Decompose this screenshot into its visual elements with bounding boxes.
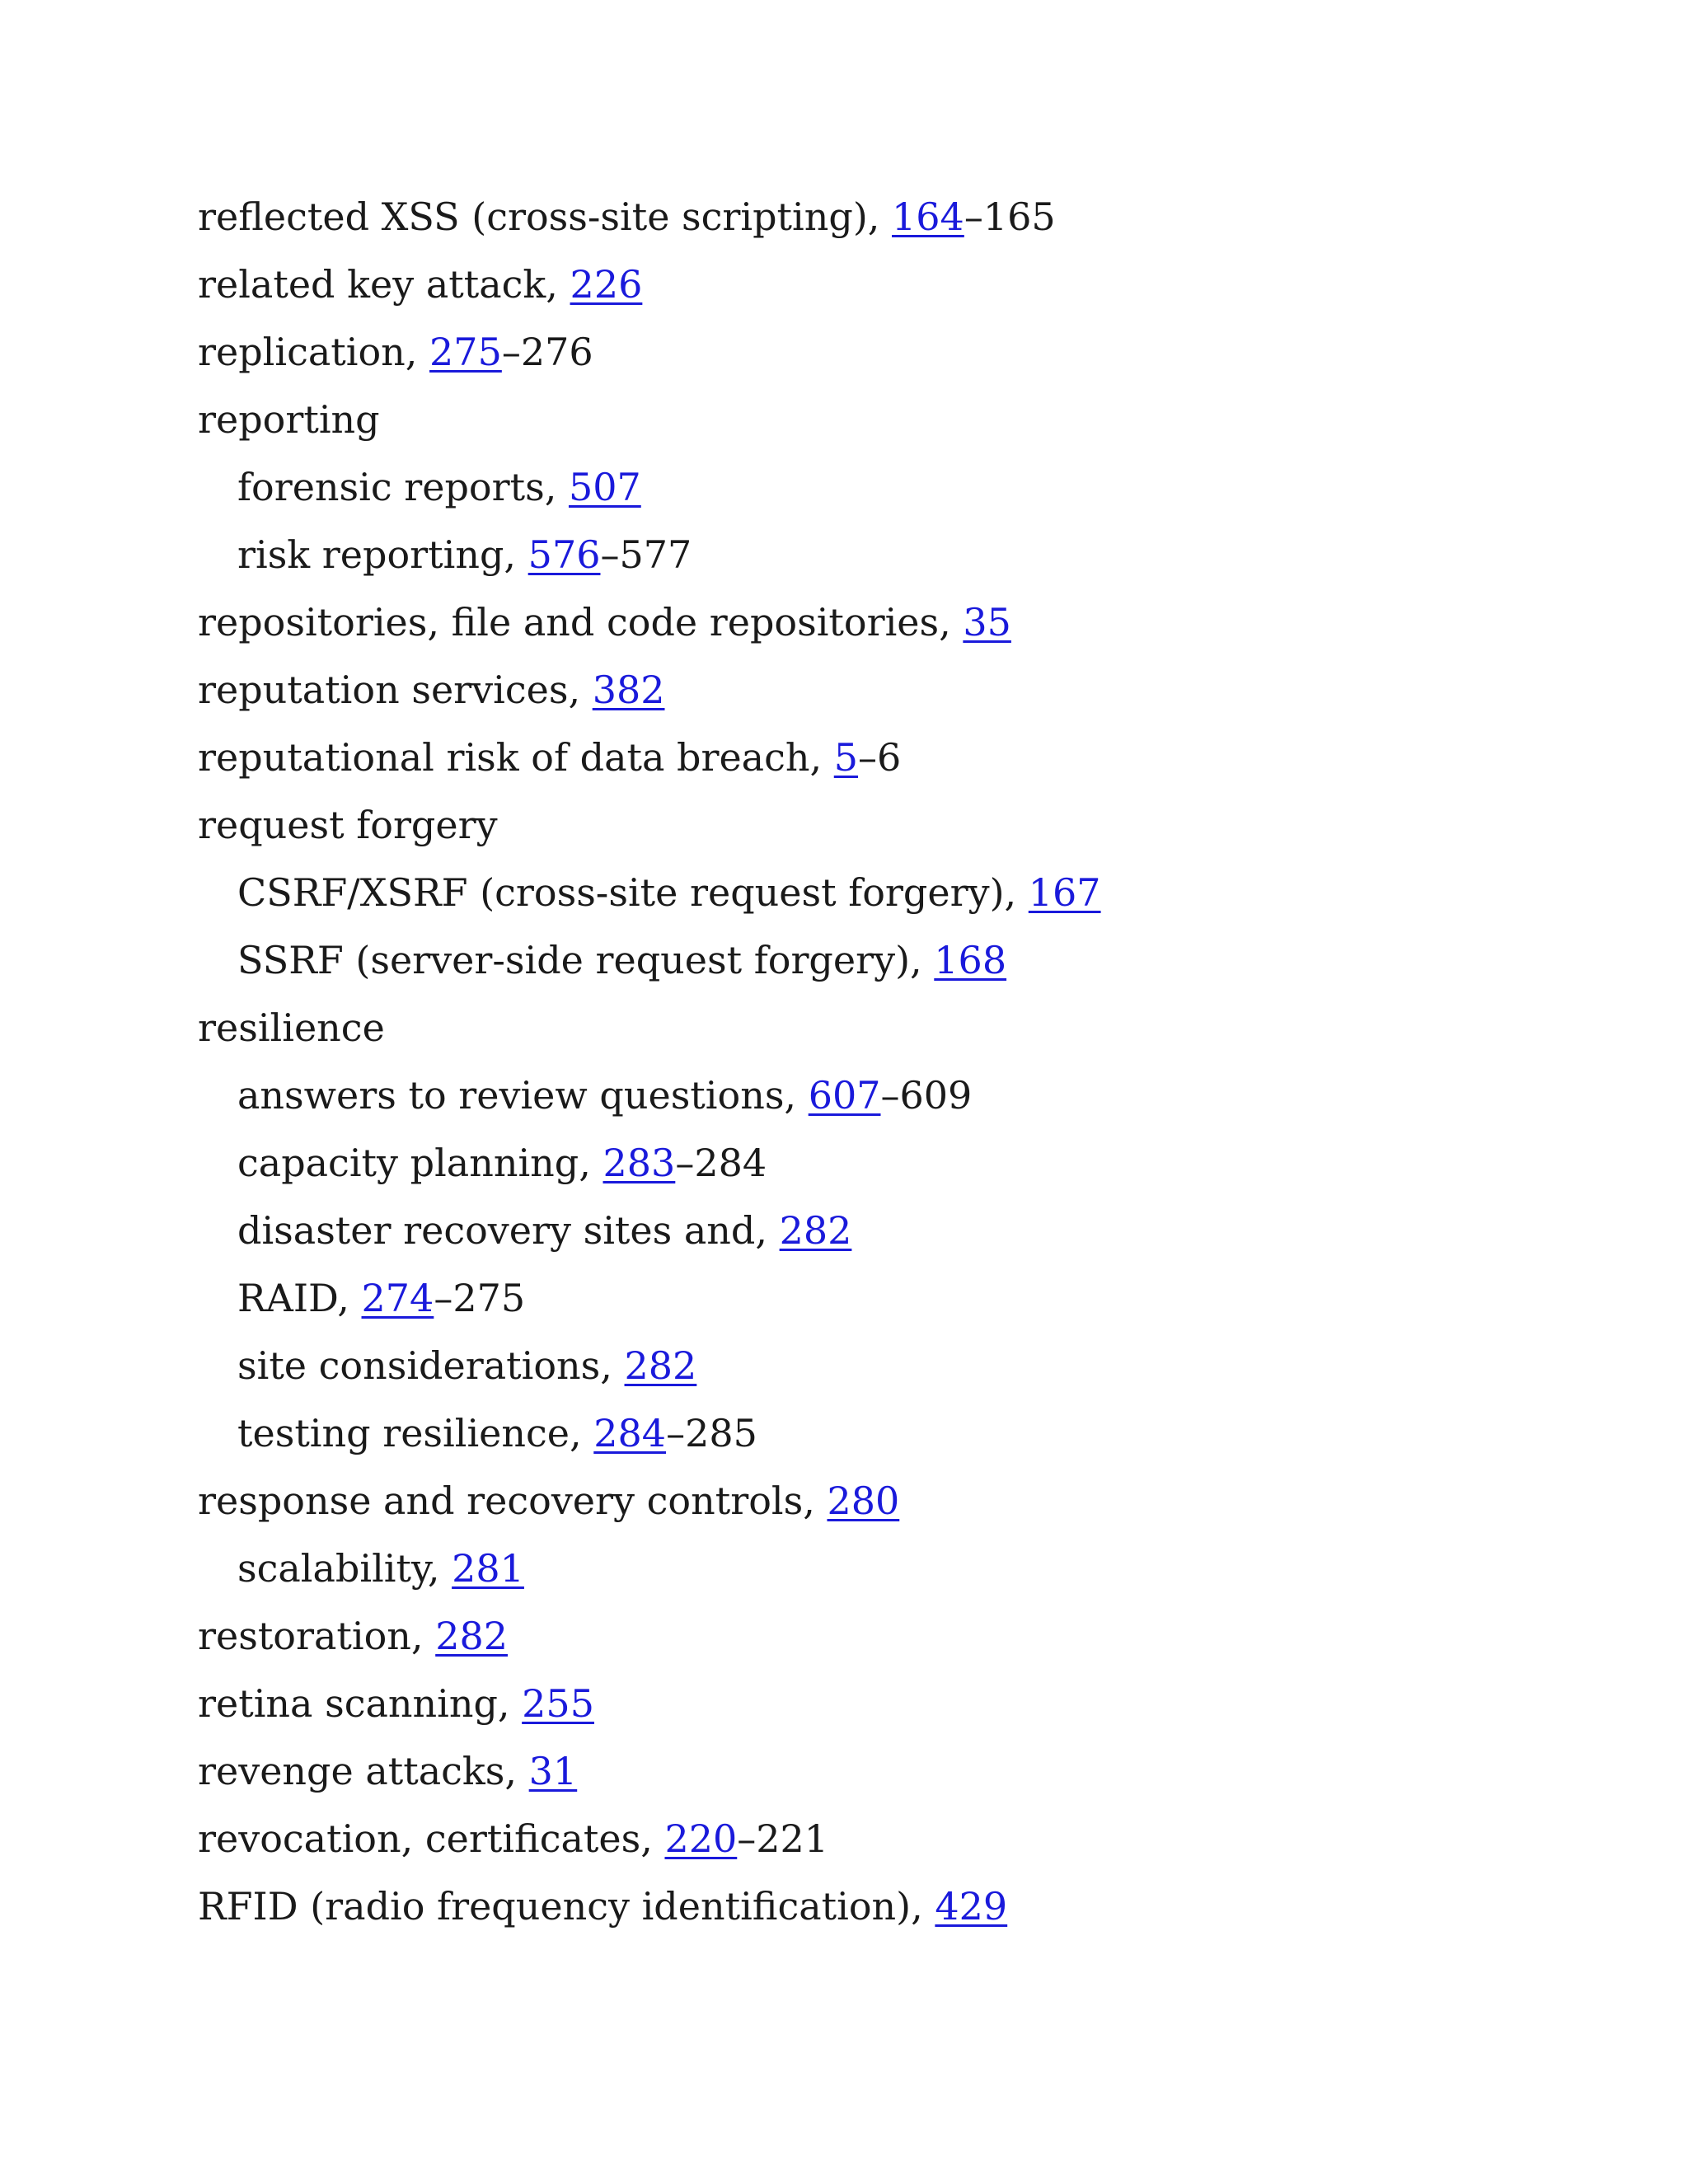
page-range-end: –276 xyxy=(501,330,593,374)
index-entry xyxy=(0,1467,1688,1535)
page-link[interactable]: 275 xyxy=(429,330,502,374)
page-range-end: –165 xyxy=(964,194,1056,239)
page-link[interactable]: 220 xyxy=(664,1816,738,1861)
index-subentry xyxy=(0,453,1688,521)
index-entry xyxy=(0,724,1688,791)
page-link[interactable]: 283 xyxy=(603,1141,676,1185)
index-term: restoration, xyxy=(198,1614,436,1658)
page-link[interactable]: 168 xyxy=(934,938,1007,982)
index-entry xyxy=(0,791,1688,859)
index-term: RFID (radio frequency identification), xyxy=(198,1884,935,1929)
index-term: response and recovery controls, xyxy=(198,1479,828,1523)
index-term: CSRF/XSRF (cross-site request forgery), xyxy=(237,870,1029,915)
page-link[interactable]: 284 xyxy=(593,1411,667,1455)
index-term: retina scanning, xyxy=(198,1681,523,1726)
page-range-end: –6 xyxy=(858,735,902,780)
page-range-end: –221 xyxy=(737,1816,829,1861)
index-term: request forgery xyxy=(198,803,498,847)
index-entry xyxy=(0,1670,1688,1737)
index-term: revenge attacks, xyxy=(198,1749,529,1793)
index-term: SSRF (server-side request forgery), xyxy=(237,938,935,982)
page-range-end: –609 xyxy=(880,1073,973,1118)
page-range-end: –275 xyxy=(434,1276,526,1320)
page-link[interactable]: 282 xyxy=(435,1614,508,1658)
page-link[interactable]: 226 xyxy=(570,262,643,307)
page-range-end: –284 xyxy=(675,1141,767,1185)
page-link[interactable]: 429 xyxy=(935,1884,1008,1929)
index-subentry xyxy=(0,1062,1688,1129)
index-entry xyxy=(0,1602,1688,1670)
index-entry xyxy=(0,1737,1688,1805)
index-subentry xyxy=(0,1535,1688,1602)
index-term: revocation, certificates, xyxy=(198,1816,665,1861)
page-link[interactable]: 274 xyxy=(361,1276,434,1320)
index-term: reputational risk of data breach, xyxy=(198,735,834,780)
index-term: reflected XSS (cross-site scripting), xyxy=(198,194,893,239)
index-term: answers to review questions, xyxy=(237,1073,809,1118)
page-link[interactable]: 282 xyxy=(624,1343,697,1388)
page-link[interactable]: 167 xyxy=(1028,870,1101,915)
index-entry xyxy=(0,251,1688,318)
index-term: testing resilience, xyxy=(237,1411,594,1455)
page-link[interactable]: 35 xyxy=(963,600,1011,644)
index-entry xyxy=(0,386,1688,453)
page-link[interactable]: 382 xyxy=(592,668,665,712)
index-term: risk reporting, xyxy=(237,532,528,577)
index-term: resilience xyxy=(198,1005,385,1050)
index-term: site considerations, xyxy=(237,1343,625,1388)
index-term: reporting xyxy=(198,397,380,442)
index-entry xyxy=(0,1805,1688,1872)
index-entry xyxy=(0,1872,1688,1940)
page-link[interactable]: 5 xyxy=(833,735,859,780)
index-term: disaster recovery sites and, xyxy=(237,1208,780,1253)
index-subentry xyxy=(0,859,1688,926)
page-link[interactable]: 607 xyxy=(808,1073,881,1118)
index-entry xyxy=(0,588,1688,656)
index-entry xyxy=(0,318,1688,386)
page-link[interactable]: 164 xyxy=(892,194,964,239)
page-link[interactable]: 255 xyxy=(522,1681,594,1726)
index-term: replication, xyxy=(198,330,430,374)
index-entry xyxy=(0,183,1688,251)
page-range-end: –285 xyxy=(666,1411,757,1455)
index-subentry xyxy=(0,1332,1688,1399)
index-list xyxy=(0,183,1688,1940)
index-subentry xyxy=(0,1129,1688,1197)
index-entry xyxy=(0,994,1688,1062)
index-subentry xyxy=(0,926,1688,994)
page-link[interactable]: 282 xyxy=(779,1208,852,1253)
index-term: repositories, file and code repositories, xyxy=(198,600,964,644)
index-term: related key attack, xyxy=(198,262,570,307)
page-range-end: –577 xyxy=(600,532,692,577)
index-subentry xyxy=(0,1264,1688,1332)
index-term: RAID, xyxy=(237,1276,362,1320)
page-link[interactable]: 507 xyxy=(568,465,641,509)
index-term: reputation services, xyxy=(198,668,593,712)
page-link[interactable]: 281 xyxy=(452,1546,524,1591)
index-entry xyxy=(0,656,1688,724)
index-subentry xyxy=(0,521,1688,588)
index-term: capacity planning, xyxy=(237,1141,603,1185)
page-link[interactable]: 31 xyxy=(528,1749,578,1793)
index-term: scalability, xyxy=(237,1546,452,1591)
page-link[interactable]: 576 xyxy=(528,532,601,577)
page-link[interactable]: 280 xyxy=(827,1479,900,1523)
index-term: forensic reports, xyxy=(237,465,569,509)
index-subentry xyxy=(0,1399,1688,1467)
index-subentry xyxy=(0,1197,1688,1264)
